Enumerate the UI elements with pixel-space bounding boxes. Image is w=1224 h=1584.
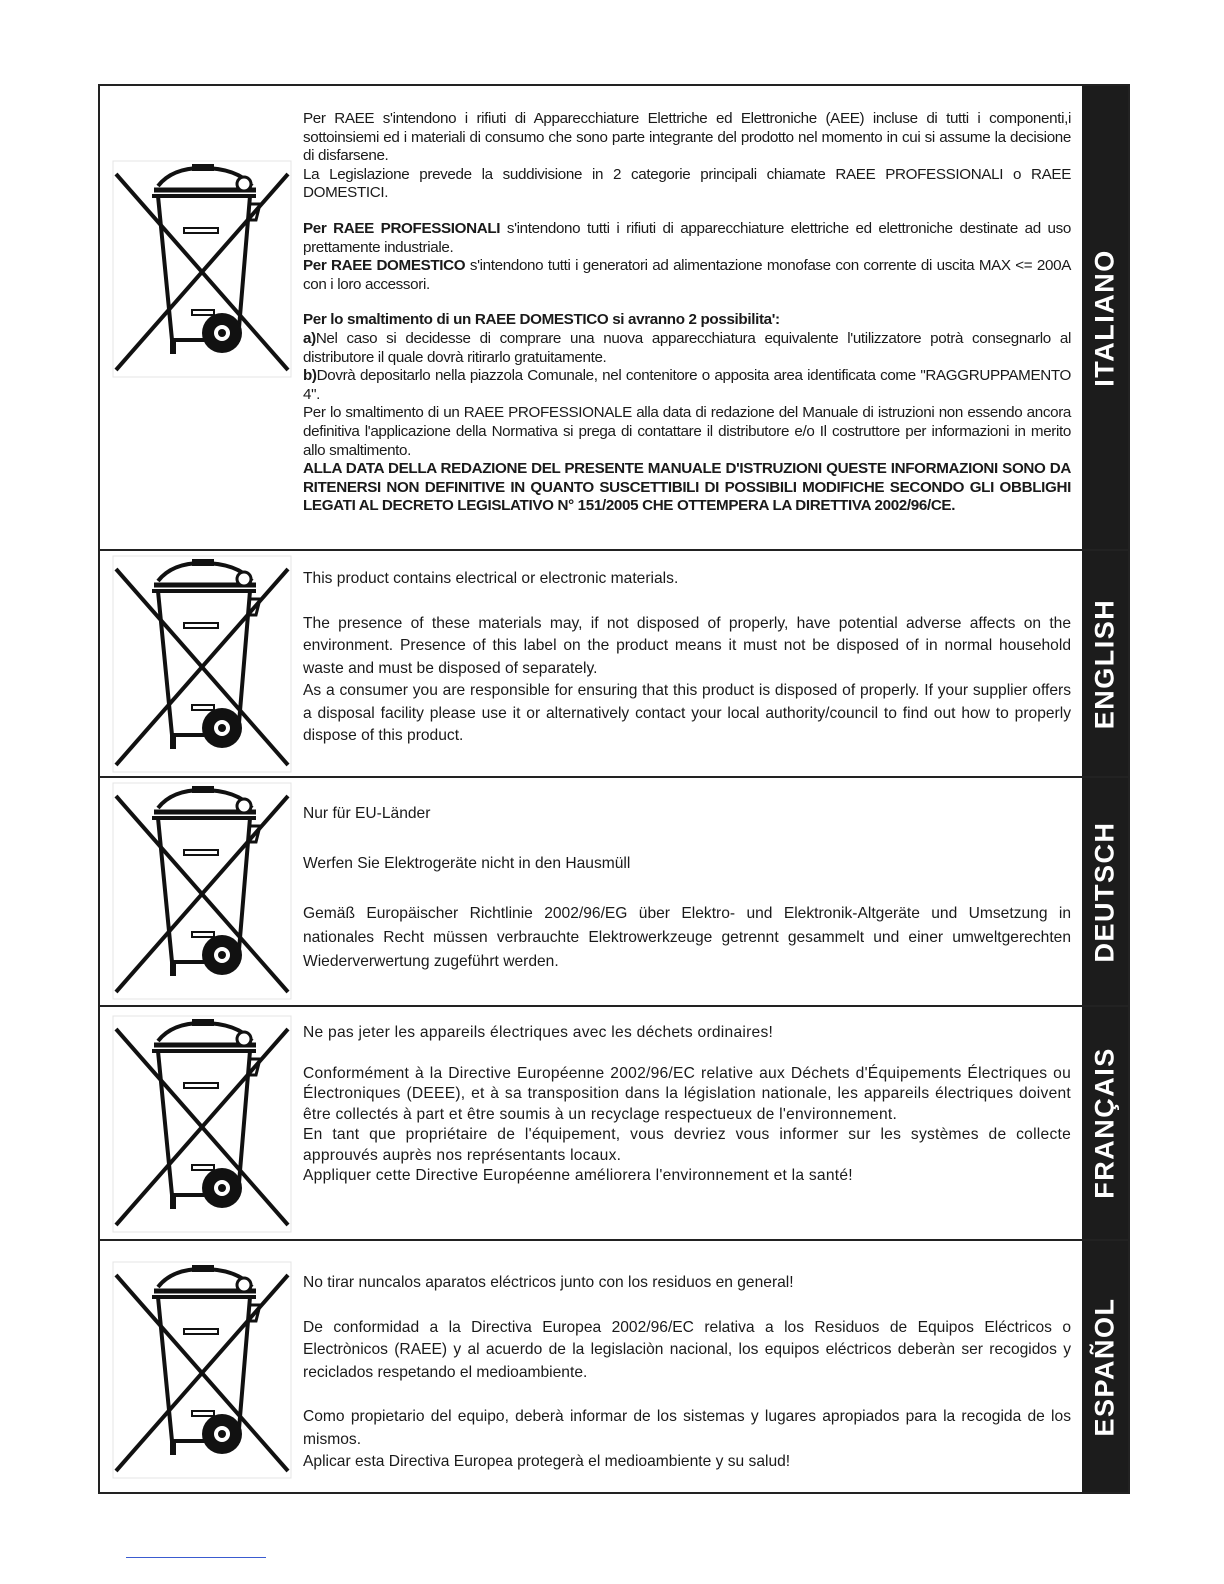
text: s'intendono tutti i generatori ad alimentazione monofase con corrente di uscita MAX <= 200A con i loro accessori. <box>303 257 1071 293</box>
paragraph: Per lo smaltimento di un RAEE PROFESSIONALE alla data di redazione del Manuale di istruzioni non essendo ancora definitiva l'applicazione della Normativa si prega di contattare il distributore e/o Il costruttore per informazioni in merito allo smaltimento. <box>303 404 1071 459</box>
language-label-deutsch <box>1082 778 1128 1005</box>
paragraph: This product contains electrical or electronic materials. <box>303 570 679 587</box>
language-label-english <box>1082 551 1128 776</box>
crossed-out-wheelie-bin-icon <box>112 1015 292 1233</box>
bold-text: ALLA DATA DELLA REDAZIONE DEL PRESENTE MANUALE D'ISTRUZIONI QUESTE INFORMAZIONI SONO DA RITENERSI NON DEFINITIVE IN QUANTO SUSCETTIBILI DI POSSIBILI MODIFICHE SECONDO GLI OBBLIGHI LEGATI AL DECRETO LEGISLATIVO N° 151/2005 CHE OTTEMPERA LA DIRETTIVA 2002/96/CE. <box>303 460 1071 515</box>
weee-disposal-notice <box>98 84 1130 1494</box>
language-label: ENGLISH <box>1089 598 1120 729</box>
language-label-italiano <box>1082 86 1128 549</box>
paragraph: The presence of these materials may, if not disposed of properly, have potential adverse affects on the environment. Presence of this label on the product means it must not be disposed of in normal household waste and must be disposed of separately. <box>303 614 1071 677</box>
paragraph: Ne pas jeter les appareils électriques avec les déchets ordinaires! <box>303 1024 774 1041</box>
paragraph <box>303 311 1071 330</box>
italiano-text <box>303 110 1071 516</box>
paragraph: Aplicar esta Directiva Europea protegerà el medioambiente y su salud! <box>303 1453 791 1470</box>
crossed-out-wheelie-bin-icon <box>112 555 292 773</box>
paragraph <box>303 367 1071 404</box>
section-espanol <box>100 1241 1128 1492</box>
paragraph: Nur für EU-Länder <box>303 805 431 822</box>
footer-divider <box>126 1557 266 1558</box>
paragraph: Werfen Sie Elektrogeräte nicht in den Hausmüll <box>303 855 631 872</box>
bold-text: Per RAEE PROFESSIONALI <box>303 219 501 237</box>
paragraph: Appliquer cette Directive Européenne améliorera l'environnement et la santé! <box>303 1167 853 1184</box>
paragraph: As a consumer you are responsible for ensuring that this product is disposed of properly. If your supplier offers a disposal facility please use it or alternatively contact your local authority/council to find out how to properly dispose of this product. <box>303 682 1071 744</box>
paragraph: La Legislazione prevede la suddivisione in 2 categorie principali chiamate RAEE PROFESSIONALI o RAEE DOMESTICI. <box>303 165 1071 202</box>
english-text <box>303 568 1071 748</box>
section-english <box>100 551 1128 778</box>
language-label: ESPAÑOL <box>1089 1296 1120 1437</box>
paragraph: Como propietario del equipo, deberà informar de los sistemas y lugares apropiados para la recogida de los mismos. <box>303 1408 1071 1448</box>
language-label: FRANÇAIS <box>1089 1047 1120 1199</box>
paragraph <box>303 257 1071 294</box>
paragraph: Gemäß Europäischer Richtlinie 2002/96/EG über Elektro- und Elektronik-Altgeräte und Umsetzung in nationales Recht müssen verbrauchte Elektrowerkzeuge getrennt gesammelt und einer umweltgerechten Wiederverwertung zugeführt werden. <box>303 905 1071 970</box>
text: Nel caso si decidesse di comprare una nuova apparecchiatura equivalente l'utilizzatore potrà consegnarlo al distributore il quale dovrà ritirarlo gratuitamente. <box>303 329 1071 366</box>
paragraph: De conformidad a la Directiva Europea 2002/96/EC relativa a los Residuos de Equipos Eléctricos o Electrònicos (RAEE) y al acuerdo de la legislaciòn nacional, los equipos eléctricos deberàn ser recogidos y reciclados respetando el medioambiente. <box>303 1318 1071 1381</box>
language-label-francais <box>1082 1007 1128 1239</box>
paragraph <box>303 330 1071 367</box>
text: Dovrà depositarlo nella piazzola Comunale, nel contenitore o apposita area identificata come "RAGGRUPPAMENTO 4". <box>303 367 1071 403</box>
paragraph: En tant que propriétaire de l'équipement, vous devriez vous informer sur les systèmes de collecte approuvés auprès nos représentants locaux. <box>303 1126 1071 1164</box>
deutsch-text <box>303 802 1071 974</box>
bold-text: b) <box>303 367 317 385</box>
paragraph: No tirar nuncalos aparatos eléctricos junto con los residuos en general! <box>303 1274 794 1291</box>
crossed-out-wheelie-bin-icon <box>112 782 292 1000</box>
francais-text <box>303 1023 1071 1187</box>
section-francais <box>100 1007 1128 1241</box>
crossed-out-wheelie-bin-icon <box>112 160 292 378</box>
crossed-out-wheelie-bin-icon <box>112 1261 292 1479</box>
section-deutsch <box>100 778 1128 1007</box>
paragraph <box>303 460 1071 516</box>
language-label-espanol <box>1082 1241 1128 1492</box>
section-italiano <box>100 86 1128 551</box>
espanol-text <box>303 1272 1071 1474</box>
bold-text: Per lo smaltimento di un RAEE DOMESTICO si avranno 2 possibilita': <box>303 311 780 329</box>
bold-text: Per RAEE DOMESTICO <box>303 257 466 275</box>
paragraph <box>303 220 1071 257</box>
text: s'intendono tutti i rifiuti di apparecchiature elettriche ed elettroniche destinate ad uso prettamente industriale. <box>303 219 1071 256</box>
bold-text: a) <box>303 329 316 347</box>
language-label: DEUTSCH <box>1089 820 1120 963</box>
paragraph: Conformément à la Directive Européenne 2002/96/EC relative aux Déchets d'Équipements Électriques ou Électroniques (DEEE), et à sa transposition dans la législation nationale, les appareils électriques doivent être collectés à part et être soumis à un recyclage respectueux de l'environnement. <box>303 1064 1071 1123</box>
language-label: ITALIANO <box>1089 248 1120 387</box>
paragraph: Per RAEE s'intendono i rifiuti di Apparecchiature Elettriche ed Elettroniche (AEE) incluse di tutti i componenti,i sottoinsiemi ed i materiali di consumo che sono parte integrante del prodotto nel momento in cui si assume la decisione di disfarsene. <box>303 110 1071 165</box>
